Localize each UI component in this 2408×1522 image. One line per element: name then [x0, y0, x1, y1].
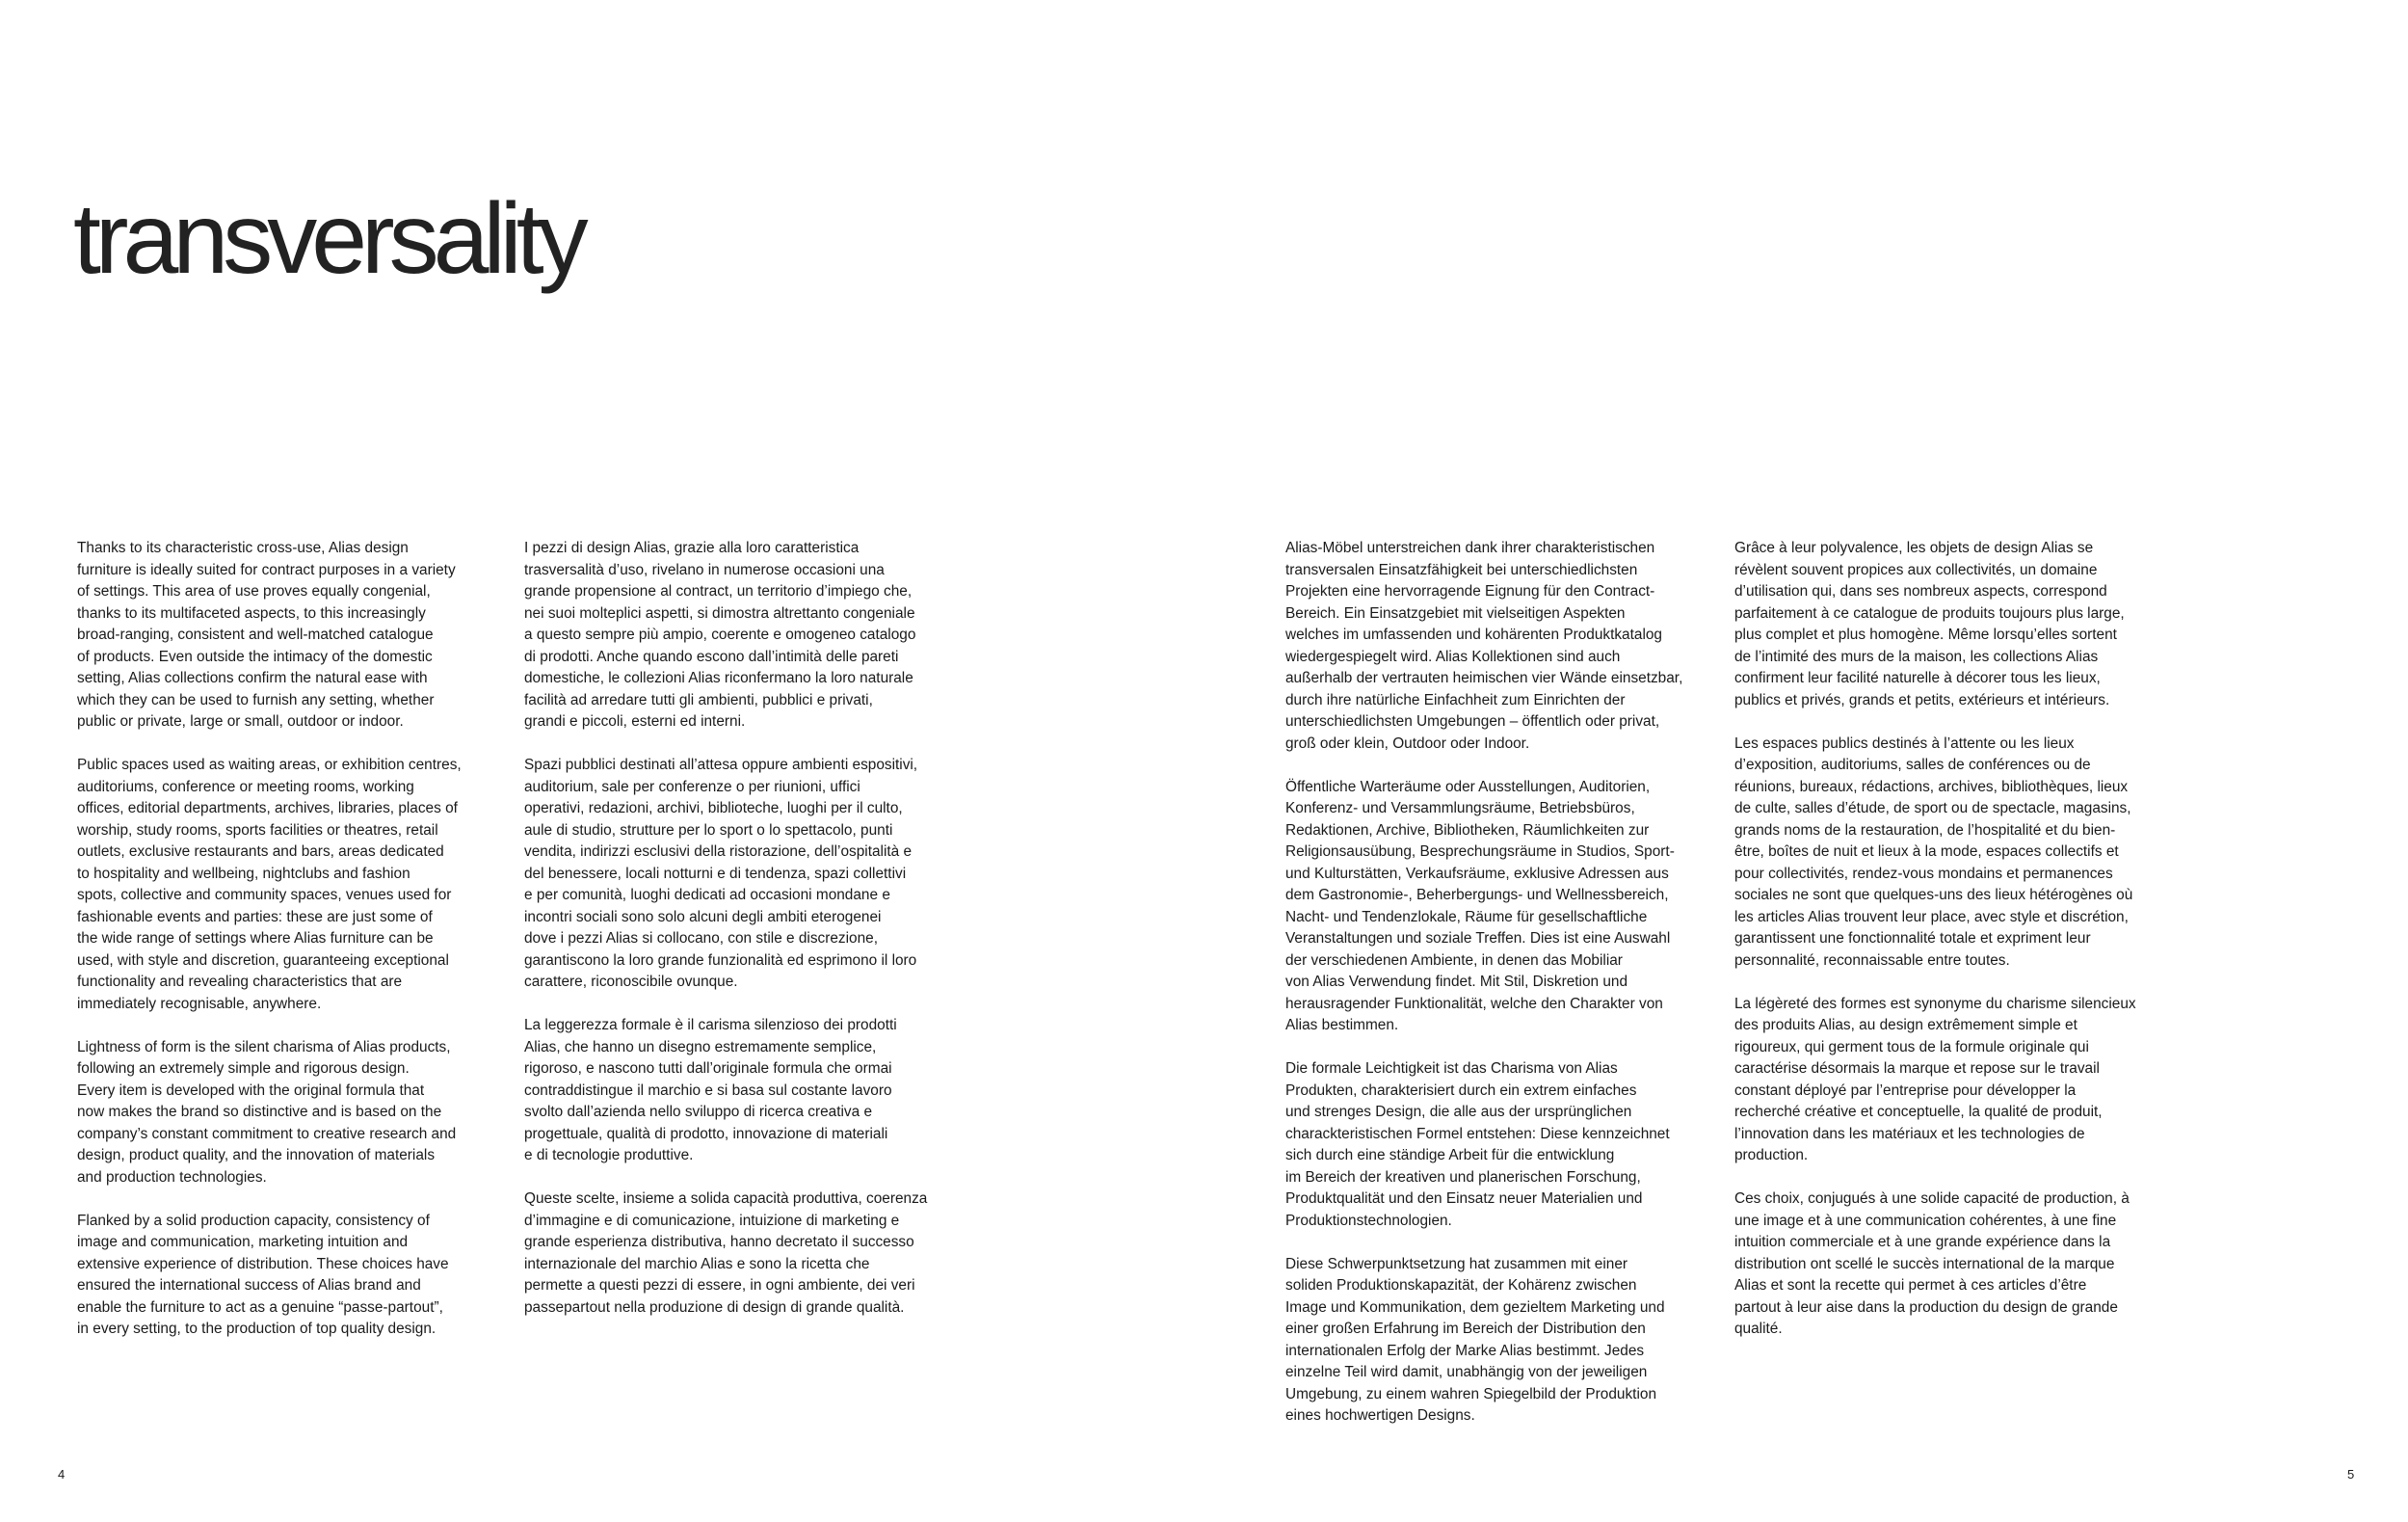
italian-paragraph: La leggerezza formale è il carisma silenzioso dei prodotti Alias, che hanno un disegno estremamente semplice, rigoroso, e nascono tutti dall’originale formula che ormai contraddistingue il marchio e si basa sul costante lavoro svolto dall’azienda nello sviluppo di ricerca creativa e progettuale, qualità di prodotto, innovazione di materiali e di tecnologie produttive.	[524, 1017, 897, 1163]
english-paragraph: Lightness of form is the silent charisma of Alias products, following an extremely simple and rigorous design. Every item is developed with the original formula that now makes the brand so distinctive and is based on the company’s constant commitment to creative research and design, product quality, and the innovation of materials and production technologies.	[77, 1038, 457, 1186]
page-number-left: 4	[58, 1467, 66, 1482]
english-paragraph: Flanked by a solid production capacity, consistency of image and communication, marketing intuition and extensive experience of distribution. These choices have ensured the international success of Alias brand and enable the furniture to act as a genuine “passe-partout”, in every setting, to the production of top quality design.	[77, 1212, 449, 1337]
german-paragraph: Die formale Leichtigkeit ist das Charisma von Alias Produkten, charakterisiert durch ein extrem einfaches und strenges Design, die alle aus der ursprünglichen charackteristischen Formel entstehen: Diese kennzeichnet sich durch eine ständige Arbeit für die entwicklung im Bereich der kreativen und planerischen Forschung, Produktqualität und den Einsatz neuer Materialien und Produktionstechnologien.	[1285, 1060, 1670, 1229]
german-text-column	[1285, 538, 1690, 1449]
french-text-column	[1734, 538, 2139, 1362]
english-paragraph: Public spaces used as waiting areas, or exhibition centres, auditoriums, conference or meeting rooms, working offices, editorial departments, archives, libraries, places of worship, study rooms, sports facilities or theatres, retail outlets, exclusive restaurants and bars, areas dedicated to hospitality and wellbeing, nightclubs and fashion spots, collective and community spaces, venues used for fashionable events and parties: these are just some of the wide range of settings where Alias furniture can be used, with style and discretion, guaranteeing exceptional functionality and revealing characteristics that are immediately recognisable, anywhere.	[77, 757, 462, 1012]
french-paragraph: La légèreté des formes est synonyme du charisme silencieux des produits Alias, au design extrêmement simple et rigoureux, qui germent tous de la formule originale qui caractérise désormais la marque et repose sur le travail constant déployé par l’entreprise pour développer la recherché créative et conceptuelle, la qualité de produit, l’innovation dans les matériaux et les technologies de production.	[1734, 995, 2136, 1163]
german-paragraph: Öffentliche Warteräume oder Ausstellungen, Auditorien, Konferenz- und Versammlungsräume, Betriebsbüros, Redaktionen, Archive, Bibliotheken, Räumlichkeiten zur Religionsausübung, Besprechungsräume in Studios, Sport- und Kulturstätten, Verkaufsräume, exklusive Adressen aus dem Gastronomie-, Beherbergungs- und Wellnessbereich, Nacht- und Tendenzlokale, Räume für gesellschaftliche Veranstaltungen und soziale Treffen. Dies ist eine Auswahl der verschiedenen Ambiente, in denen das Mobiliar von Alias Verwendung findet. Mit Stil, Diskretion und herausragender Funktionalität, welche den Charakter von Alias bestimmen.	[1285, 778, 1675, 1033]
german-paragraph: Diese Schwerpunktsetzung hat zusammen mit einer soliden Produktionskapazität, der Kohärenz zwischen Image und Kommunikation, dem gezieltem Marketing und einer großen Erfahrung im Bereich der Distribution den internationalen Erfolg der Marke Alias bestimmt. Jedes einzelne Teil wird damit, unabhängig von der jeweiligen Umgebung, zu einem wahren Spiegelbild der Produktion eines hochwertigen Designs.	[1285, 1255, 1665, 1424]
german-paragraph: Alias-Möbel unterstreichen dank ihrer charakteristischen transversalen Einsatzfähigkeit bei unterschiedlichsten Projekten eine hervorragende Eignung für den Contract- Bereich. Ein Einsatzgebiet mit vielseitigen Aspekten welches im umfassenden und kohärenten Produktkatalog wiedergespiegelt wird. Alias Kollektionen sind auch außerhalb der vertrauten heimischen vier Wände einsetzbar, durch ihre natürliche Einfachheit zum Einrichten der unterschiedlichsten Umgebungen – öffentlich oder privat, groß oder klein, Outdoor oder Indoor.	[1285, 540, 1683, 752]
italian-text-column	[524, 538, 929, 1341]
italian-paragraph: Spazi pubblici destinati all’attesa oppure ambienti espositivi, auditorium, sale per conferenze o per riunioni, uffici operativi, redazioni, archivi, biblioteche, luoghi per il culto, aule di studio, strutture per lo sport o lo spettacolo, punti vendita, indirizzi esclusivi della ristorazione, dell’ospitalità e del benessere, locali notturni e di tendenza, spazi collettivi e per comunità, luoghi dedicati ad occasioni mondane e incontri sociali sono solo alcuni degli ambiti eterogenei dove i pezzi Alias si collocano, con stile e discrezione, garantiscono la loro grande funzionalità ed esprimono il loro carattere, riconoscibile ovunque.	[524, 757, 918, 990]
english-text-column	[77, 538, 482, 1362]
page-title: transversality	[73, 183, 583, 295]
french-paragraph: Grâce à leur polyvalence, les objets de design Alias se révèlent souvent propices aux collectivités, un domaine d’utilisation qui, dans ses nombreux aspects, correspond parfaitement à ce catalogue de produits toujours plus large, plus complet et plus homogène. Même lorsqu’elles sortent de l’intimité des murs de la maison, les collections Alias confirment leur facilité naturelle à décorer tous les lieux, publics et privés, grands et petits, extérieurs et intérieurs.	[1734, 540, 2125, 708]
french-paragraph: Ces choix, conjugués à une solide capacité de production, à une image et à une communication cohérentes, à une fine intuition commerciale et à une grande expérience dans la distribution ont scellé le succès international de la marque Alias et sont la recette qui permet à ces articles d’être partout à leur aise dans la production du design de grande qualité.	[1734, 1190, 2130, 1337]
italian-paragraph: I pezzi di design Alias, grazie alla loro caratteristica trasversalità d’uso, rivelano in numerose occasioni una grande propensione al contract, un territorio d’impiego che, nei suoi molteplici aspetti, si dimostra altrettanto congeniale a questo sempre più ampio, coerente e omogeneo catalogo di prodotti. Anche quando escono dall’intimità delle pareti domestiche, le collezioni Alias riconfermano la loro naturale facilità ad arredare tutti gli ambienti, pubblici e privati, grandi e piccoli, esterni ed interni.	[524, 540, 916, 730]
page-number-right: 5	[2347, 1467, 2355, 1482]
english-paragraph: Thanks to its characteristic cross-use, Alias design furniture is ideally suited for contract purposes in a variety of settings. This area of use proves equally congenial, thanks to its multifaceted aspects, to this increasingly broad-ranging, consistent and well-matched catalogue of products. Even outside the intimacy of the domestic setting, Alias collections confirm the natural ease with which they can be used to furnish any setting, whether public or private, large or small, outdoor or indoor.	[77, 540, 456, 730]
italian-paragraph: Queste scelte, insieme a solida capacità produttiva, coerenza d’immagine e di comunicazione, intuizione di marketing e grande esperienza distributiva, hanno decretato il successo internazionale del marchio Alias e sono la ricetta che permette a questi pezzi di essere, in ogni ambiente, dei veri passepartout nella produzione di design di grande qualità.	[524, 1190, 928, 1316]
french-paragraph: Les espaces publics destinés à l’attente ou les lieux d’exposition, auditoriums, salles de conférences ou de réunions, bureaux, rédactions, archives, bibliothèques, lieux de culte, salles d’étude, de sport ou de spectacle, magasins, grands noms de la restauration, de l’hospitalité et du bien- être, boîtes de nuit et lieux à la mode, espaces collectifs et pour collectivités, rendez-vous mondains et permanences sociales ne sont que quelques-uns des lieux hétérogènes où les articles Alias trouvent leur place, avec style et discrétion, garantissent une fonctionnalité totale et expriment leur personnalité, reconnaissable entre toutes.	[1734, 734, 2133, 969]
